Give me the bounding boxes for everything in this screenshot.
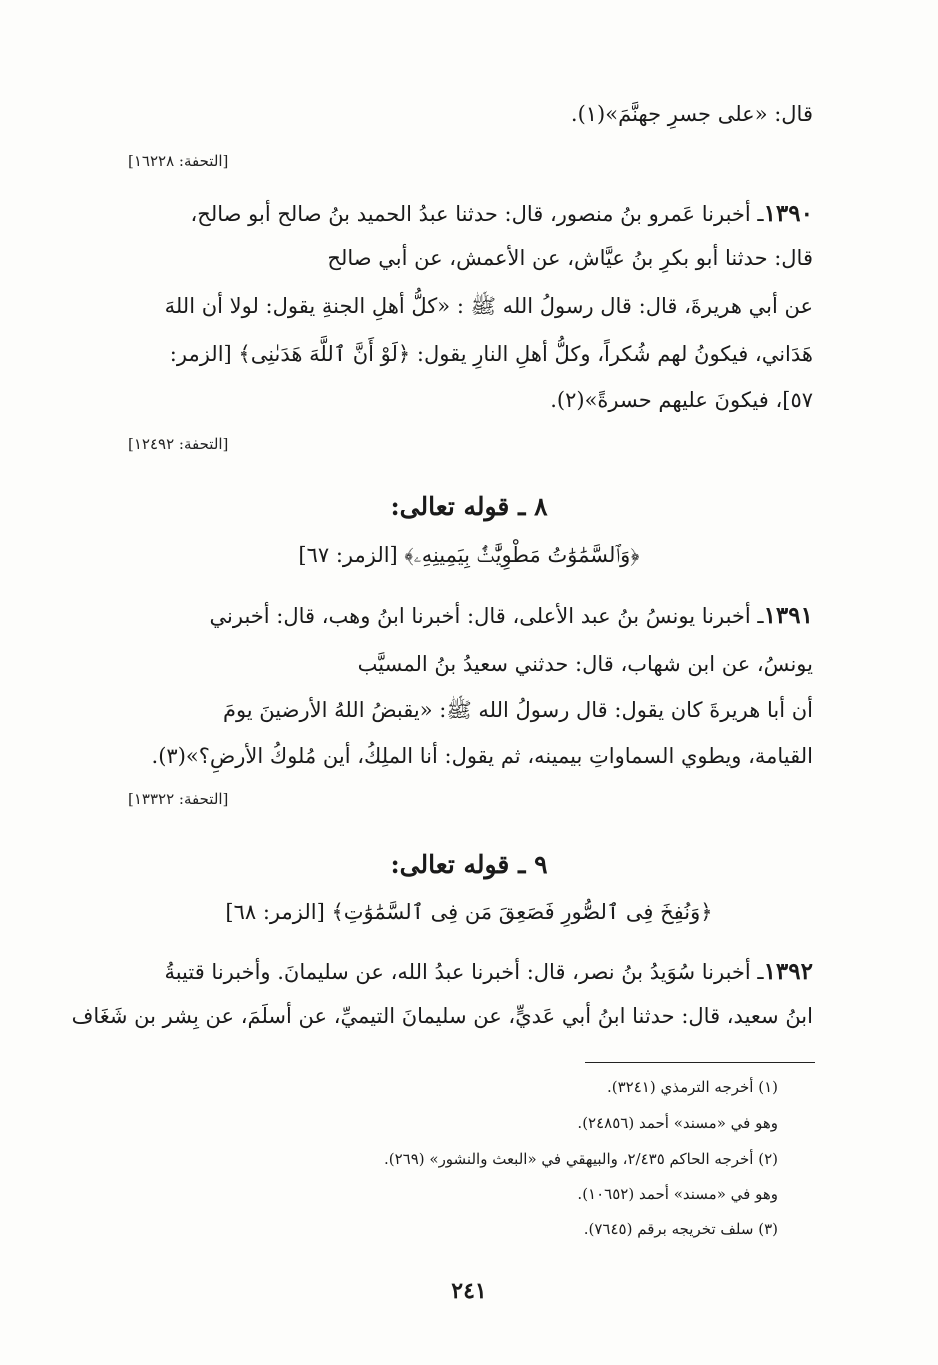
- footnote: (٢) أخرجه الحاكم ٢/٤٣٥، والبيهقي في «البعث والنشور» (٢٦٩).: [383, 1150, 778, 1168]
- section-heading: ٩ ـ قوله تعالى:: [390, 850, 548, 879]
- tuhfa-reference: [التحفة: ١٢٤٩٢]: [128, 435, 229, 453]
- hadith-1390-line: ٥٧]، فيكونَ عليهم حسرةً»(٢).: [550, 388, 813, 412]
- section-heading: ٨ ـ قوله تعالى:: [390, 492, 548, 521]
- hadith-1392-line: [164, 950, 813, 994]
- footnote: وهو في «مسند» أحمد (٢٤٨٥٦).: [577, 1114, 778, 1132]
- hadith-number: ١٣٩١: [763, 602, 813, 629]
- footnote-divider: [585, 1062, 815, 1063]
- hadith-text: ـ أخبرنا يونسُ بنُ عبد الأعلى، قال: أخبرنا ابنُ وهب، قال: أخبرني: [209, 604, 764, 628]
- hadith-number: ١٣٩٠: [763, 200, 813, 227]
- hadith-1392-line: ابنُ سعيد، قال: حدثنا ابنُ أبي عَديٍّ، عن سليمانَ التيميِّ، عن أسلَمَ، عن بِشر بن شَغَاف: [71, 1004, 813, 1028]
- hadith-text: ـ أخبرنا عَمرو بنُ منصور، قال: حدثنا عبدُ الحميد بنُ صالح أبو صالح،: [190, 202, 764, 226]
- footnote: وهو في «مسند» أحمد (١٠٦٥٢).: [577, 1185, 778, 1203]
- hadith-1390-line: عن أبي هريرةَ، قال: قال رسولُ الله ﷺ : «كلُّ أهلِ الجنةِ يقول: لولا أن اللهَ: [164, 294, 813, 318]
- hadith-1391-line: [210, 594, 813, 638]
- footnote: (٣) سلف تخريجه برقم (٧٦٤٥).: [583, 1220, 778, 1238]
- hadith-1390-line: قال: حدثنا أبو بكرِ بنُ عيَّاش، عن الأعمش، عن أبي صالح: [327, 246, 813, 270]
- hadith-1391-line: أن أبا هريرةَ كان يقول: قال رسولُ الله ﷺ: «يقبضُ اللهُ الأرضينَ يومَ: [222, 698, 813, 722]
- hadith-text: ـ أخبرنا سُوَيدُ بنُ نصر، قال: أخبرنا عبدُ الله، عن سليمانَ. وأخبرنا قتيبةُ: [164, 960, 764, 984]
- hadith-1390-line: هَدَاني، فيكونُ لهم شُكراً، وكلُّ أهلِ النارِ يقول: ﴿لَوْ أَنَّ ٱللَّهَ هَدَىٰنِى﴾ [الزمر:: [169, 342, 813, 366]
- quran-verse: ﴿وَٱلسَّمَٰوَٰتُ مَطْوِيَّٰتٌۢ بِيَمِينِهِۦ﴾ [الزمر: ٦٧]: [298, 543, 640, 567]
- continuation-line: قال: «على جسرِ جهنَّمَ»(١).: [570, 102, 813, 126]
- quran-verse: ﴿وَنُفِخَ فِى ٱلصُّورِ فَصَعِقَ مَن فِى ٱلسَّمَٰوَٰتِ﴾ [الزمر: ٦٨]: [225, 900, 713, 924]
- hadith-number: ١٣٩٢: [763, 958, 813, 985]
- hadith-1390-line: [191, 192, 814, 236]
- hadith-1391-line: القيامة، ويطوي السماواتِ بيمينه، ثم يقول: أنا الملِكُ، أين مُلوكُ الأرضِ؟»(٣).: [151, 744, 813, 768]
- tuhfa-reference: [التحفة: ١٦٢٢٨]: [128, 152, 229, 170]
- footnote: (١) أخرجه الترمذي (٣٢٤١).: [606, 1078, 778, 1096]
- tuhfa-reference: [التحفة: ١٣٣٢٢]: [128, 790, 229, 808]
- hadith-1391-line: يونسُ، عن ابن شهاب، قال: حدثني سعيدُ بنُ المسيَّب: [357, 652, 813, 676]
- page-number: ٢٤١: [451, 1278, 487, 1304]
